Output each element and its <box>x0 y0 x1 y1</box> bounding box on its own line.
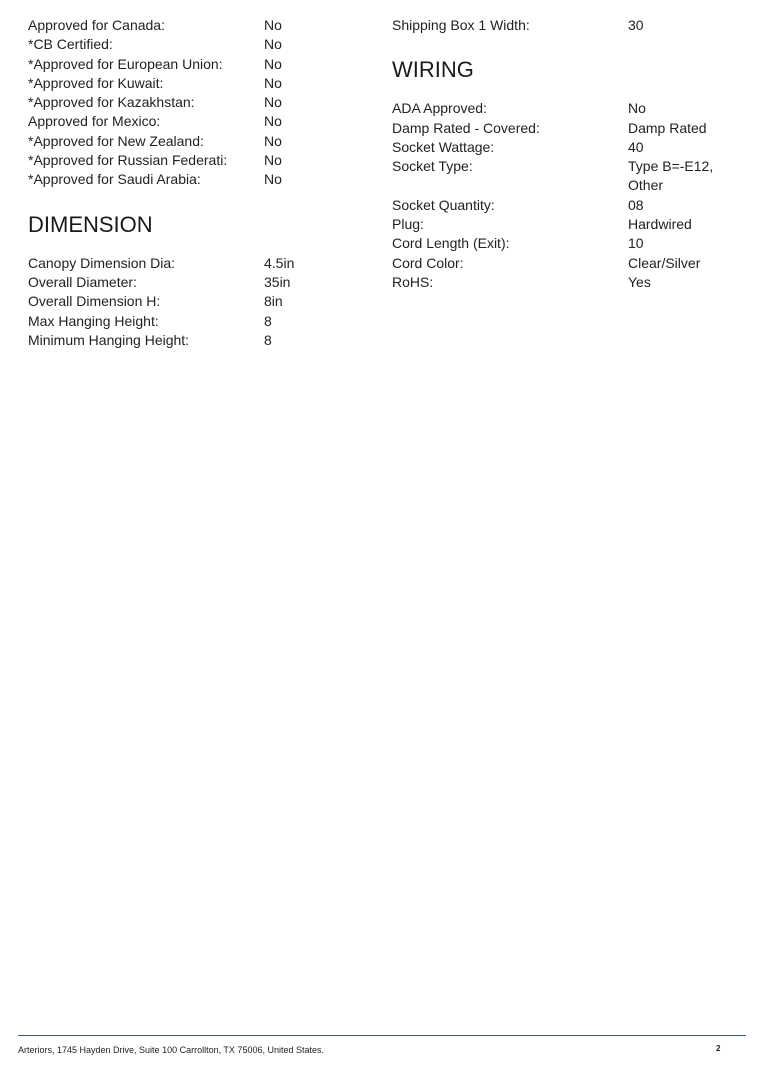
spec-row <box>28 292 358 311</box>
spec-row <box>28 35 358 54</box>
spec-label: Canopy Dimension Dia: <box>28 254 176 271</box>
spec-label: Minimum Hanging Height: <box>28 331 190 348</box>
spec-value: No <box>264 132 282 149</box>
spec-label: *Approved for New Zealand: <box>28 132 204 149</box>
spec-row <box>28 132 358 151</box>
spec-label: Overall Dimension H: <box>28 293 161 310</box>
spec-label: Socket Quantity: <box>392 196 495 213</box>
spec-label: Approved for Mexico: <box>28 113 161 130</box>
dimensions-list <box>28 254 358 350</box>
spec-label: Shipping Box 1 Width: <box>392 17 530 33</box>
shipping-list <box>392 16 742 35</box>
spec-label: RoHS: <box>392 273 434 290</box>
spec-row <box>392 138 742 157</box>
spec-row <box>28 331 358 350</box>
spec-label: Max Hanging Height: <box>28 312 159 329</box>
spec-row <box>28 55 358 74</box>
certifications-list <box>28 16 358 190</box>
spec-row <box>28 74 358 93</box>
dimension-heading: DIMENSION <box>28 211 153 237</box>
spec-row <box>392 119 742 138</box>
spec-label: *Approved for Saudi Arabia: <box>28 171 201 188</box>
spec-label: Damp Rated - Covered: <box>392 119 540 136</box>
spec-value: 8 <box>264 312 272 329</box>
spec-value: 35in <box>264 273 291 290</box>
spec-row <box>392 215 742 234</box>
spec-value: 8in <box>264 293 283 310</box>
spec-value: 08 <box>628 196 644 213</box>
spec-label: Socket Wattage: <box>392 138 495 155</box>
spec-label: Overall Diameter: <box>28 273 137 290</box>
footer-address: Arteriors, 1745 Hayden Drive, Suite 100 Carrollton, TX 75006, United States. <box>18 1045 324 1055</box>
spec-row <box>28 312 358 331</box>
spec-row <box>392 157 742 196</box>
spec-row <box>392 234 742 253</box>
spec-value: No <box>264 152 282 169</box>
spec-row <box>392 99 742 118</box>
spec-label: Plug: <box>392 216 424 233</box>
spec-row <box>392 273 742 292</box>
spec-value: Yes <box>628 273 651 290</box>
spec-value: No <box>264 171 282 188</box>
wiring-heading: WIRING <box>392 57 474 83</box>
right-column <box>392 16 742 292</box>
spec-row <box>28 254 358 273</box>
spec-value: 10 <box>628 235 644 252</box>
spec-value: No <box>264 17 282 33</box>
spec-value: Hardwired <box>628 216 692 233</box>
spec-label: *Approved for Kuwait: <box>28 74 164 91</box>
spec-row <box>28 16 358 35</box>
spec-label: *CB Certified: <box>28 36 113 53</box>
spec-value: Damp Rated <box>628 119 707 136</box>
spec-label: Cord Length (Exit): <box>392 235 510 252</box>
spec-label: ADA Approved: <box>392 100 487 117</box>
spec-value: No <box>264 94 282 111</box>
footer-divider <box>18 1035 746 1036</box>
spec-label: Cord Color: <box>392 254 464 271</box>
spec-row <box>28 273 358 292</box>
wiring-list <box>392 99 742 292</box>
spec-row <box>392 16 742 35</box>
spec-value: No <box>264 74 282 91</box>
spec-value: No <box>264 55 282 72</box>
spec-value: No <box>264 36 282 53</box>
spec-value: 8 <box>264 331 272 348</box>
spec-row <box>392 196 742 215</box>
spec-row <box>28 112 358 131</box>
spec-value: No <box>628 100 646 117</box>
page-number: 2 <box>716 1044 721 1053</box>
spec-value: 30 <box>628 17 644 33</box>
spec-label: *Approved for Russian Federati: <box>28 152 228 169</box>
spec-label: Approved for Canada: <box>28 17 165 33</box>
spec-row <box>392 254 742 273</box>
spec-value: No <box>264 113 282 130</box>
spec-row <box>28 93 358 112</box>
spec-label: *Approved for European Union: <box>28 55 223 72</box>
spec-value: 40 <box>628 138 644 155</box>
spec-value: 4.5in <box>264 254 295 271</box>
spec-value: Clear/Silver <box>628 254 701 271</box>
spec-label: *Approved for Kazakhstan: <box>28 94 195 111</box>
spec-value: Type B=-E12, Other <box>628 158 714 194</box>
spec-row <box>28 151 358 170</box>
spec-label: Socket Type: <box>392 158 473 175</box>
spec-row <box>28 170 358 189</box>
left-column <box>28 16 358 350</box>
